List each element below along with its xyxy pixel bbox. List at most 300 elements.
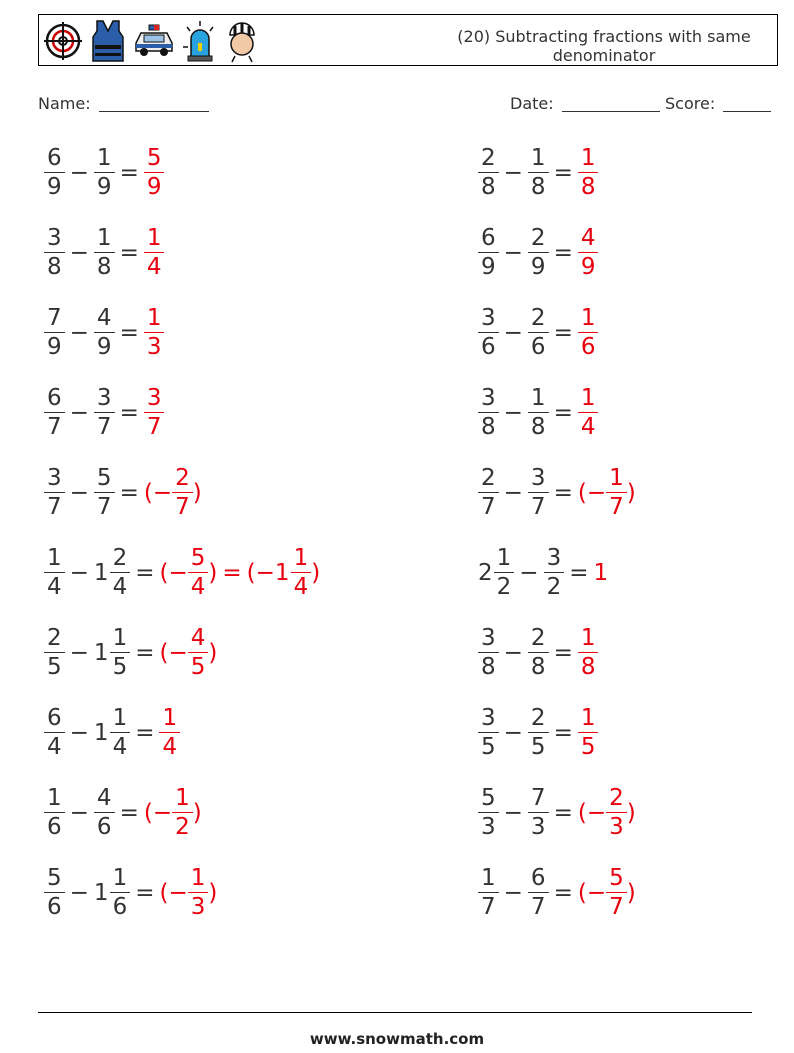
equals-sign: = bbox=[569, 559, 589, 586]
denominator: 5 bbox=[112, 654, 128, 681]
subtrahend-fraction bbox=[528, 784, 549, 841]
equals-sign: = bbox=[135, 559, 155, 586]
problem-row bbox=[44, 384, 164, 441]
problem-row bbox=[478, 384, 598, 441]
numerator: 1 bbox=[162, 705, 178, 731]
denominator: 3 bbox=[146, 334, 162, 361]
close-paren: ) bbox=[626, 479, 636, 506]
answer bbox=[159, 704, 180, 761]
open-paren: ( bbox=[577, 479, 587, 506]
answer-fraction bbox=[159, 704, 180, 761]
denominator: 6 bbox=[481, 334, 496, 361]
numerator: 1 bbox=[112, 865, 128, 891]
open-paren: ( bbox=[577, 799, 587, 826]
numerator: 2 bbox=[112, 545, 128, 571]
minus-sign: − bbox=[69, 799, 89, 826]
answer bbox=[144, 224, 165, 281]
numerator: 3 bbox=[481, 625, 496, 651]
answer-fraction bbox=[188, 624, 209, 681]
minuend-fraction bbox=[478, 784, 499, 841]
numerator: 1 bbox=[496, 545, 512, 571]
numerator: 7 bbox=[47, 305, 62, 331]
answer bbox=[578, 464, 636, 521]
minuend-fraction bbox=[44, 304, 65, 361]
minuend-fraction bbox=[44, 864, 65, 921]
date-label: Date: bbox=[510, 94, 554, 113]
answer-fraction bbox=[144, 384, 165, 441]
subtrahend-fraction bbox=[544, 544, 565, 601]
police-car-icon bbox=[133, 23, 175, 59]
denominator: 7 bbox=[96, 494, 112, 521]
negative-sign: − bbox=[586, 799, 607, 826]
denominator: 9 bbox=[96, 334, 112, 361]
worksheet-header bbox=[38, 14, 778, 66]
problem-row bbox=[44, 864, 217, 921]
subtrahend-fraction bbox=[528, 864, 549, 921]
subtrahend-fraction bbox=[528, 224, 549, 281]
problem-row bbox=[44, 624, 217, 681]
answer-fraction bbox=[188, 544, 209, 601]
minuend-fraction bbox=[44, 624, 65, 681]
numerator: 3 bbox=[481, 385, 496, 411]
answer bbox=[578, 784, 636, 841]
numerator: 6 bbox=[47, 705, 62, 731]
denominator: 9 bbox=[146, 174, 162, 201]
answer-fraction bbox=[606, 864, 627, 921]
minus-sign: − bbox=[519, 559, 539, 586]
numerator: 3 bbox=[47, 465, 62, 491]
close-paren: ) bbox=[192, 799, 202, 826]
numerator: 1 bbox=[609, 465, 624, 491]
numerator: 1 bbox=[112, 625, 128, 651]
equals-sign: = bbox=[119, 479, 139, 506]
open-paren: ( bbox=[577, 879, 587, 906]
negative-sign: − bbox=[168, 639, 188, 666]
denominator: 8 bbox=[47, 254, 62, 281]
minus-sign: − bbox=[69, 319, 89, 346]
answer-fraction bbox=[606, 784, 627, 841]
denominator: 8 bbox=[481, 654, 496, 681]
numerator: 5 bbox=[146, 145, 162, 171]
minus-sign: − bbox=[503, 479, 523, 506]
subtrahend-fraction bbox=[94, 144, 115, 201]
numerator: 5 bbox=[47, 865, 62, 891]
numerator: 2 bbox=[481, 145, 496, 171]
negative-sign: − bbox=[255, 559, 275, 586]
minuend-fraction bbox=[44, 784, 65, 841]
equals-sign: = bbox=[135, 719, 155, 746]
police-vest-icon bbox=[91, 19, 125, 63]
denominator: 9 bbox=[580, 254, 596, 281]
denominator: 8 bbox=[481, 174, 496, 201]
denominator: 3 bbox=[481, 814, 496, 841]
equals-sign: = bbox=[553, 639, 573, 666]
numerator: 1 bbox=[146, 305, 162, 331]
numerator: 1 bbox=[175, 785, 190, 811]
subtrahend-fraction bbox=[528, 704, 549, 761]
siren-light-icon bbox=[183, 19, 217, 63]
close-paren: ) bbox=[208, 559, 218, 586]
denominator: 6 bbox=[47, 894, 62, 921]
close-paren: ) bbox=[626, 879, 636, 906]
subtrahend-fraction bbox=[110, 864, 131, 921]
subtrahend-fraction bbox=[110, 544, 131, 601]
denominator: 9 bbox=[530, 254, 546, 281]
whole-number: 1 bbox=[93, 639, 109, 666]
equals-sign: = bbox=[222, 559, 242, 586]
denominator: 7 bbox=[47, 494, 62, 521]
equals-sign: = bbox=[553, 319, 573, 346]
numerator: 3 bbox=[530, 465, 546, 491]
numerator: 2 bbox=[530, 305, 546, 331]
answer-fraction bbox=[172, 464, 193, 521]
score-label: Score: bbox=[665, 94, 716, 113]
equals-sign: = bbox=[553, 719, 573, 746]
denominator: 7 bbox=[175, 494, 190, 521]
numerator: 1 bbox=[481, 865, 496, 891]
numerator: 5 bbox=[481, 785, 496, 811]
numerator: 1 bbox=[580, 385, 596, 411]
subtrahend-fraction bbox=[110, 704, 131, 761]
minus-sign: − bbox=[503, 799, 523, 826]
minus-sign: − bbox=[69, 399, 89, 426]
minuend-fraction bbox=[478, 384, 499, 441]
open-paren: ( bbox=[159, 559, 169, 586]
equals-sign: = bbox=[553, 479, 573, 506]
denominator: 4 bbox=[47, 574, 62, 601]
denominator: 9 bbox=[47, 174, 62, 201]
answer-fraction bbox=[578, 224, 599, 281]
negative-sign: − bbox=[168, 559, 188, 586]
equals-sign: = bbox=[119, 799, 139, 826]
minus-sign: − bbox=[69, 479, 89, 506]
problem-row bbox=[44, 224, 164, 281]
answer-fraction bbox=[188, 864, 209, 921]
crosshair-icon bbox=[43, 21, 83, 61]
denominator: 4 bbox=[112, 574, 128, 601]
name-blank bbox=[99, 95, 209, 112]
denominator: 4 bbox=[162, 734, 178, 761]
answer-fraction bbox=[144, 304, 165, 361]
equals-sign: = bbox=[553, 399, 573, 426]
numerator: 7 bbox=[530, 785, 546, 811]
numerator: 6 bbox=[481, 225, 496, 251]
minuend-fraction bbox=[44, 464, 65, 521]
problem-row bbox=[44, 704, 180, 761]
denominator: 5 bbox=[481, 734, 496, 761]
answer bbox=[578, 624, 599, 681]
footer-site: www.snowmath.com bbox=[309, 1030, 485, 1048]
numerator: 1 bbox=[530, 145, 546, 171]
denominator: 4 bbox=[47, 734, 62, 761]
minus-sign: − bbox=[69, 239, 89, 266]
denominator: 3 bbox=[609, 814, 624, 841]
footer-divider bbox=[38, 1012, 752, 1013]
answer bbox=[144, 144, 165, 201]
problem-row bbox=[478, 704, 598, 761]
numerator: 6 bbox=[47, 145, 62, 171]
negative-sign: − bbox=[152, 799, 173, 826]
numerator: 2 bbox=[47, 625, 62, 651]
close-paren: ) bbox=[208, 639, 218, 666]
subtrahend-fraction bbox=[528, 464, 549, 521]
minus-sign: − bbox=[503, 399, 523, 426]
minuend-fraction bbox=[44, 144, 65, 201]
negative-sign: − bbox=[586, 879, 607, 906]
denominator: 7 bbox=[609, 894, 624, 921]
answer-fraction bbox=[578, 624, 599, 681]
denominator: 9 bbox=[481, 254, 496, 281]
denominator: 5 bbox=[190, 654, 206, 681]
numerator: 4 bbox=[96, 305, 112, 331]
denominator: 7 bbox=[530, 494, 546, 521]
answer bbox=[159, 864, 217, 921]
numerator: 1 bbox=[580, 705, 596, 731]
numerator: 5 bbox=[190, 545, 206, 571]
denominator: 6 bbox=[530, 334, 546, 361]
equals-sign: = bbox=[553, 239, 573, 266]
denominator: 4 bbox=[293, 574, 309, 601]
denominator: 4 bbox=[146, 254, 162, 281]
minuend-fraction bbox=[44, 544, 65, 601]
denominator: 3 bbox=[530, 814, 546, 841]
answer-fraction bbox=[291, 544, 312, 601]
numerator: 4 bbox=[96, 785, 112, 811]
numerator: 3 bbox=[47, 225, 62, 251]
denominator: 8 bbox=[580, 174, 596, 201]
numerator: 4 bbox=[190, 625, 206, 651]
numerator: 5 bbox=[96, 465, 112, 491]
score-field bbox=[665, 94, 771, 113]
denominator: 6 bbox=[47, 814, 62, 841]
denominator: 3 bbox=[190, 894, 206, 921]
denominator: 5 bbox=[47, 654, 62, 681]
minuend-fraction bbox=[44, 224, 65, 281]
denominator: 2 bbox=[546, 574, 562, 601]
subtrahend-fraction bbox=[94, 384, 115, 441]
denominator: 2 bbox=[175, 814, 190, 841]
problem-row bbox=[44, 464, 202, 521]
denominator: 7 bbox=[609, 494, 624, 521]
answer bbox=[578, 304, 599, 361]
answer-fraction bbox=[578, 384, 599, 441]
denominator: 7 bbox=[96, 414, 112, 441]
denominator: 4 bbox=[112, 734, 128, 761]
close-paren: ) bbox=[192, 479, 202, 506]
denominator: 7 bbox=[481, 494, 496, 521]
numerator: 6 bbox=[47, 385, 62, 411]
numerator: 1 bbox=[580, 625, 596, 651]
answer-fraction bbox=[606, 464, 627, 521]
problem-row bbox=[478, 544, 609, 601]
minuend-fraction bbox=[494, 544, 515, 601]
whole-number: 1 bbox=[274, 559, 290, 586]
numerator: 2 bbox=[530, 625, 546, 651]
numerator: 2 bbox=[175, 465, 190, 491]
answer-fraction bbox=[578, 704, 599, 761]
denominator: 4 bbox=[580, 414, 596, 441]
denominator: 4 bbox=[190, 574, 206, 601]
numerator: 1 bbox=[530, 385, 546, 411]
denominator: 8 bbox=[530, 414, 546, 441]
problem-row bbox=[478, 624, 598, 681]
numerator: 1 bbox=[96, 225, 112, 251]
subtrahend-fraction bbox=[94, 784, 115, 841]
header-icons bbox=[43, 19, 259, 63]
minuend-fraction bbox=[478, 464, 499, 521]
denominator: 8 bbox=[530, 174, 546, 201]
equals-sign: = bbox=[135, 639, 155, 666]
minuend-fraction bbox=[44, 704, 65, 761]
minus-sign: − bbox=[69, 639, 89, 666]
minuend-fraction bbox=[478, 224, 499, 281]
problem-row bbox=[478, 464, 636, 521]
subtrahend-fraction bbox=[528, 384, 549, 441]
subtrahend-fraction bbox=[528, 624, 549, 681]
minus-sign: − bbox=[69, 719, 89, 746]
equals-sign: = bbox=[553, 879, 573, 906]
denominator: 5 bbox=[580, 734, 596, 761]
answer bbox=[159, 544, 217, 601]
equals-sign: = bbox=[553, 159, 573, 186]
subtrahend-fraction bbox=[94, 224, 115, 281]
answer bbox=[159, 624, 217, 681]
open-paren: ( bbox=[159, 879, 169, 906]
problem-row bbox=[44, 784, 202, 841]
numerator: 2 bbox=[530, 225, 546, 251]
negative-sign: − bbox=[586, 479, 607, 506]
answer bbox=[144, 304, 165, 361]
minus-sign: − bbox=[69, 159, 89, 186]
denominator: 7 bbox=[47, 414, 62, 441]
minus-sign: − bbox=[503, 319, 523, 346]
close-paren: ) bbox=[208, 879, 218, 906]
negative-sign: − bbox=[152, 479, 173, 506]
close-paren: ) bbox=[311, 559, 321, 586]
subtrahend-fraction bbox=[94, 464, 115, 521]
equals-sign: = bbox=[119, 399, 139, 426]
prisoner-icon bbox=[225, 19, 259, 63]
denominator: 6 bbox=[112, 894, 128, 921]
negative-sign: − bbox=[168, 879, 188, 906]
denominator: 8 bbox=[481, 414, 496, 441]
minus-sign: − bbox=[503, 879, 523, 906]
problem-row bbox=[44, 304, 164, 361]
numerator: 3 bbox=[96, 385, 112, 411]
answer bbox=[593, 560, 609, 586]
answer bbox=[247, 544, 321, 601]
worksheet-title: (20) Subtracting fractions with same denominator bbox=[457, 27, 751, 65]
problem-row bbox=[44, 144, 164, 201]
answer bbox=[578, 224, 599, 281]
minus-sign: − bbox=[503, 719, 523, 746]
equals-sign: = bbox=[553, 799, 573, 826]
denominator: 6 bbox=[96, 814, 112, 841]
date-field bbox=[510, 94, 660, 113]
numerator: 2 bbox=[481, 465, 496, 491]
numerator: 2 bbox=[609, 785, 624, 811]
denominator: 8 bbox=[96, 254, 112, 281]
answer-fraction bbox=[144, 224, 165, 281]
numerator: 6 bbox=[530, 865, 546, 891]
numerator: 3 bbox=[481, 305, 496, 331]
minuend-fraction bbox=[478, 144, 499, 201]
minus-sign: − bbox=[503, 239, 523, 266]
subtrahend-fraction bbox=[110, 624, 131, 681]
numerator: 1 bbox=[190, 865, 206, 891]
problem-row bbox=[478, 304, 598, 361]
problem-row bbox=[478, 224, 598, 281]
whole-number: 2 bbox=[478, 559, 493, 586]
answer-fraction bbox=[172, 784, 193, 841]
numerator: 1 bbox=[293, 545, 309, 571]
problem-row bbox=[478, 144, 598, 201]
close-paren: ) bbox=[626, 799, 636, 826]
minuend-fraction bbox=[44, 384, 65, 441]
numerator: 1 bbox=[580, 145, 596, 171]
numerator: 2 bbox=[530, 705, 546, 731]
answer bbox=[578, 384, 599, 441]
problem-row bbox=[478, 864, 636, 921]
answer-fraction bbox=[144, 144, 165, 201]
answer bbox=[578, 144, 599, 201]
open-paren: ( bbox=[143, 799, 153, 826]
answer-fraction bbox=[578, 144, 599, 201]
equals-sign: = bbox=[119, 159, 139, 186]
minuend-fraction bbox=[478, 624, 499, 681]
denominator: 8 bbox=[580, 654, 596, 681]
answer bbox=[578, 864, 636, 921]
subtrahend-fraction bbox=[528, 144, 549, 201]
minuend-fraction bbox=[478, 304, 499, 361]
whole-number: 1 bbox=[93, 559, 109, 586]
denominator: 7 bbox=[146, 414, 162, 441]
denominator: 6 bbox=[580, 334, 596, 361]
denominator: 9 bbox=[96, 174, 112, 201]
subtrahend-fraction bbox=[528, 304, 549, 361]
open-paren: ( bbox=[246, 559, 256, 586]
open-paren: ( bbox=[159, 639, 169, 666]
answer bbox=[144, 464, 202, 521]
numerator: 3 bbox=[546, 545, 562, 571]
equals-sign: = bbox=[135, 879, 155, 906]
whole-number: 1 bbox=[593, 559, 609, 586]
score-blank bbox=[723, 95, 771, 112]
minus-sign: − bbox=[503, 639, 523, 666]
answer bbox=[144, 384, 165, 441]
open-paren: ( bbox=[143, 479, 153, 506]
denominator: 7 bbox=[530, 894, 546, 921]
minus-sign: − bbox=[503, 159, 523, 186]
numerator: 3 bbox=[146, 385, 162, 411]
whole-number: 1 bbox=[93, 719, 109, 746]
answer-fraction bbox=[578, 304, 599, 361]
denominator: 5 bbox=[530, 734, 546, 761]
date-blank bbox=[562, 95, 660, 112]
answer bbox=[578, 704, 599, 761]
minuend-fraction bbox=[478, 864, 499, 921]
denominator: 7 bbox=[481, 894, 496, 921]
whole-number: 1 bbox=[93, 879, 109, 906]
equals-sign: = bbox=[119, 239, 139, 266]
name-label: Name: bbox=[38, 94, 91, 113]
minus-sign: − bbox=[69, 879, 89, 906]
numerator: 1 bbox=[96, 145, 112, 171]
answer bbox=[144, 784, 202, 841]
denominator: 9 bbox=[47, 334, 62, 361]
numerator: 1 bbox=[47, 785, 62, 811]
numerator: 3 bbox=[481, 705, 496, 731]
